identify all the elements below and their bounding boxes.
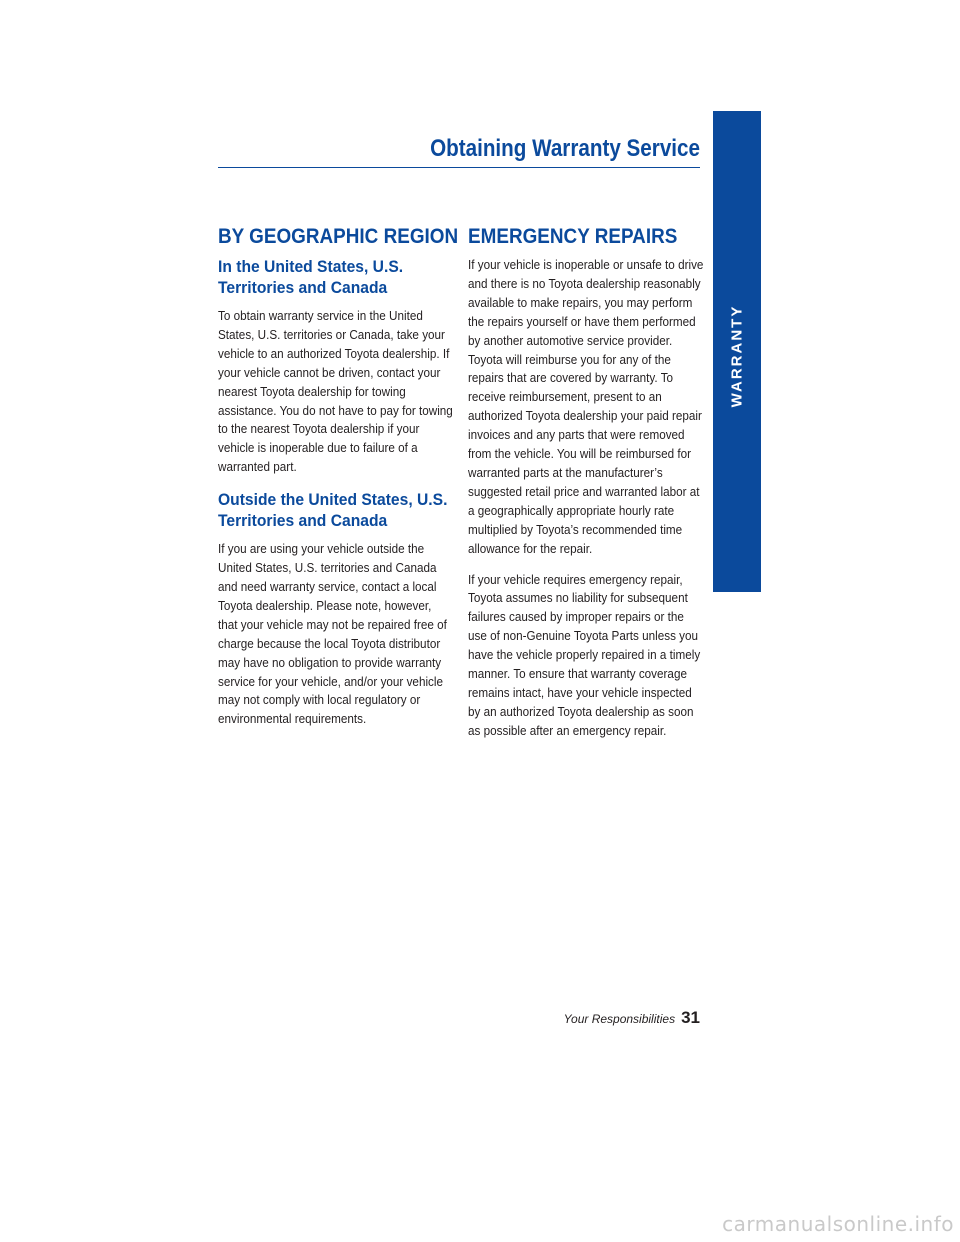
watermark: carmanualsonline.info [722, 1212, 954, 1236]
emergency-repairs-paragraph-1: If your vehicle is inoperable or unsafe to drive and there is no Toyota dealership reasonably available to make repairs, you may perform the repairs yourself or have them performed by another automotive service provider. Toyota will reimburse you for any of the repairs that are covered by warranty. To receive reimbursement, present to an authorized Toyota dealership your paid repair invoices and any parts that were removed from the vehicle. You will be reimbursed for warranted parts at the manufacturer’s suggested retail price and warranted labor at a geographically appropriate hourly rate multiplied by Toyota’s recommended time allowance for the repair. [468, 257, 704, 556]
page-title: Obtaining Warranty Service [430, 135, 700, 162]
emergency-repairs-paragraph-2: If your vehicle requires emergency repair, Toyota assumes no liability for subsequent failures caused by improper repairs or the use of non-Genuine Toyota Parts unless you have the vehicle properly repaired in a timely manner. To ensure that warranty coverage remains intact, have your vehicle inspected by an authorized Toyota dealership as soon as possible after an emergency repair. [468, 571, 701, 738]
section-tab-label: WARRANTY [728, 304, 746, 408]
header-divider [218, 167, 700, 168]
page-footer [470, 1008, 700, 1028]
us-territories-subheading: In the United States, U.S. Territories and Canada [218, 257, 404, 297]
emergency-repairs-heading: EMERGENCY REPAIRS [468, 225, 678, 248]
page-number: 31 [681, 1008, 700, 1027]
footer-section-label: Your Responsibilities [563, 1012, 676, 1026]
us-territories-paragraph: To obtain warranty service in the United States, U.S. territories or Canada, take your vehicle to an authorized Toyota dealership. If your vehicle cannot be driven, contact your nearest Toyota dealership for towing assistance. You do not have to pay for towing to the nearest Toyota dealership if your vehicle is inoperable due to failure of a warranted part. [218, 308, 453, 475]
geographic-region-heading: BY GEOGRAPHIC REGION [218, 225, 459, 248]
section-tab-warranty [713, 111, 761, 592]
right-column [468, 224, 704, 753]
outside-us-subheading: Outside the United States, U.S. Territories and Canada [218, 490, 448, 531]
outside-us-paragraph: If you are using your vehicle outside the United States, U.S. territories and Canada and need warranty service, contact a local Toyota dealership. Please note, however, that your vehicle may not be repaired free of charge because the local Toyota distributor may have no obligation to provide warranty service for your vehicle, and/or your vehicle may not comply with local regulatory or environmental requirements. [218, 541, 447, 727]
left-column [218, 224, 459, 741]
